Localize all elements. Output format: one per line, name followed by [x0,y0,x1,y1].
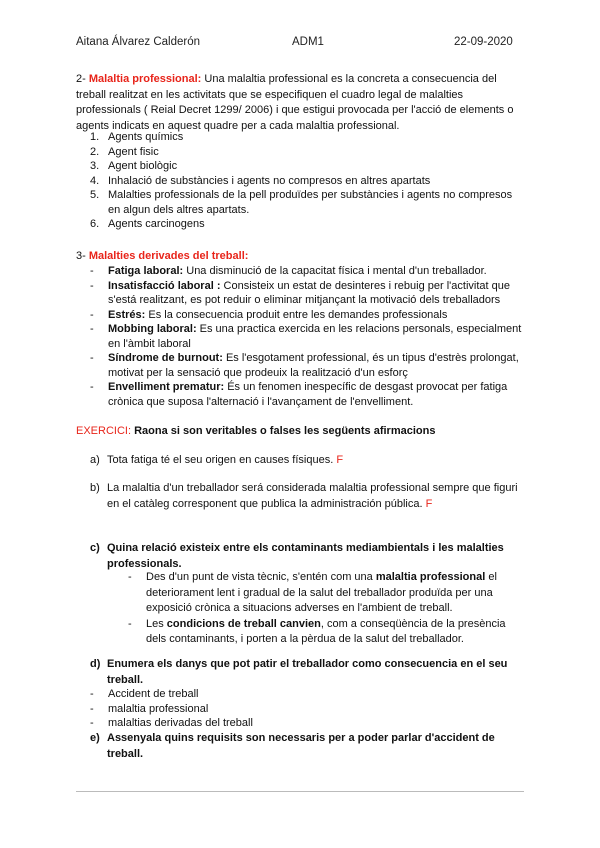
list-item: - malaltias derivadas del treball [90,717,253,729]
section-2-title: Malaltia professional: [88,73,202,85]
section-3-heading [76,249,524,265]
list-item: 6. Agents carcinogens [90,218,205,230]
question-c: c) Quina relació existeix entre els contaminants mediambientals i les malalties professionals. [90,542,504,570]
section-2-number: 2- [76,73,86,85]
question-a: a) Tota fatiga té el seu origen en causes físiques. F [90,454,344,466]
list-item: - Fatiga laboral: Una disminució de la capacitat física i mental d'un treballador. [90,265,487,277]
answer-a: F [333,454,344,466]
document-date: 22-09-2020 [454,36,513,48]
exercise-title: Raona si son veritables o falses les següents afirmacions [131,425,436,437]
course-code: ADM1 [292,36,324,48]
list-item: - Mobbing laboral: Es una practica exercida en les relacions personals, especialment en l'àmbit laboral [90,323,522,350]
footer-divider [76,791,524,792]
list-item: - Accident de treball [90,688,199,700]
list-item: 2. Agent fisic [90,145,159,158]
question-b: b) La malaltia d'un treballador será considerada malaltia professional sempre que figuri en el catàleg corresponent que publica la administración pública. F [90,482,518,510]
list-item: - Estrés: Es la consecuencia produit entre les demandes professionals [90,308,448,321]
question-d-list [90,687,526,731]
list-item: 3. Agent biològic [90,160,178,172]
exercise-label: EXERCICI: [76,425,132,437]
section-2-text: Una malaltia professional es la concreta a consecuencia del treball realitzat en les activitats que se especifiquen el cuadro legal de malalties professionals ( Reial Decret 1299/ 2006) i que estigui provocada per l'acció de elements o agents indicats en aquest quadre per a cada malaltia professional. [76,73,514,132]
exercise-heading [76,424,524,440]
section-2-list [76,130,524,232]
list-item: - Envelliment prematur: És un fenomen inespecífic de desgast provocat per fatiga crònica que suposa l'alternació i l'avançament de l'envelliment. [90,381,508,408]
question-d: d) Enumera els danys que pot patir el treballador como consecuencia en el seu treball. [90,658,508,686]
list-item: 5. Malalties professionals de la pell produïdes per substàncies i agents no compresos en algun dels altres apartats. [90,189,513,216]
list-item: - malaltia professional [90,702,209,715]
list-item: 4. Inhalació de substàncies i agents no compresos en altres apartats [90,174,431,187]
list-item: - Des d'un punt de vista tècnic, s'entén com una malaltia professional el deteriorament lent i gradual de la salut del treballador produïda per una exposició crònica a situacions adverses en l'ambient de treball. [128,571,497,614]
question-c-list [128,570,526,648]
answer-b: F [422,498,433,510]
section-3-number: 3- [76,250,86,262]
list-item: - Insatisfacció laboral : Consisteix un estat de desinteres i rebuig per l'activitat que s'está realitzant, es pot reduir o eliminar mitjançant la motivació dels treballadors [90,279,510,306]
section-2-paragraph [76,72,524,134]
list-item: - Síndrome de burnout: Es l'esgotament professional, és un tipus d'estrès prolongat, motivat per la sensació que prodeuix la realització d'un esforç [90,352,519,379]
author-name: Aitana Álvarez Calderón [76,36,201,48]
section-3-list [90,264,526,409]
section-3-title: Malalties derivades del treball: [88,250,249,262]
question-e: e) Assenyala quins requisits son necessaris per a poder parlar d'accident de treball. [90,732,495,760]
list-item: 1. Agents químics [90,131,184,143]
list-item: - Les condicions de treball canvien, com a conseqüència de la presència dels contaminants, i porten a la pèrdua de la salut del treballador. [128,617,506,645]
